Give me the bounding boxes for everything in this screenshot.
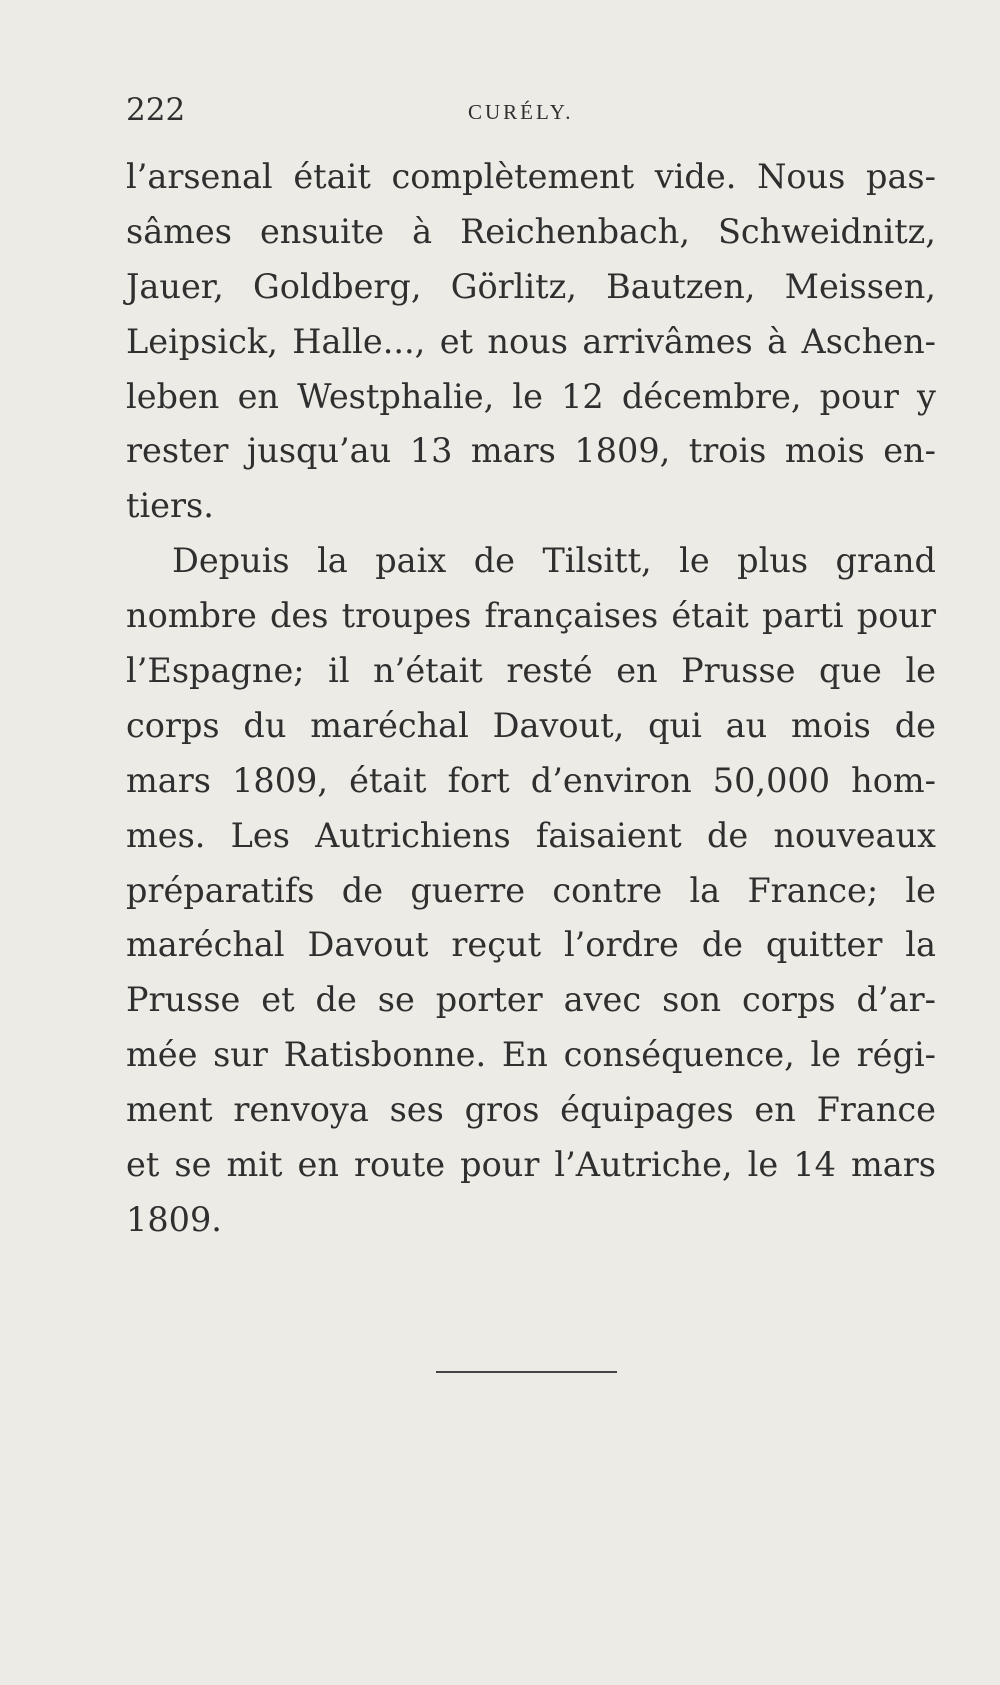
text-line: et se mit en route pour l’Autriche, le 14 mars	[126, 1145, 936, 1185]
text-line: sâmes ensuite à Reichenbach, Schweidnitz,	[126, 211, 936, 251]
text-line: l’arsenal était complètement vide. Nous pas-	[126, 157, 936, 196]
text-line: l’Espagne; il n’était resté en Prusse que le	[126, 651, 936, 691]
text-line: Prusse et de se porter avec son corps d’ar-	[126, 980, 936, 1020]
text-line: mée sur Ratisbonne. En conséquence, le régi-	[126, 1035, 936, 1075]
text-line: nombre des troupes françaises était parti pour	[126, 596, 936, 636]
page-number: 222	[126, 92, 186, 128]
text-line: ment renvoya ses gros équipages en France	[126, 1090, 936, 1130]
text-line: mars 1809, était fort d’environ 50,000 hom-	[126, 760, 936, 800]
text-line: 1809.	[126, 1199, 222, 1239]
text-line: tiers.	[126, 486, 214, 526]
text-line: préparatifs de guerre contre la France; le	[126, 870, 936, 910]
text-line: leben en Westphalie, le 12 décembre, pour y	[126, 376, 936, 416]
running-title: CURÉLY.	[468, 100, 574, 124]
running-head	[126, 92, 926, 132]
text-line: corps du maréchal Davout, qui au mois de	[126, 705, 936, 745]
text-line: Leipsick, Halle..., et nous arrivâmes à Aschen-	[126, 321, 936, 361]
text-line: Depuis la paix de Tilsitt, le plus grand	[172, 541, 936, 581]
text-line: Jauer, Goldberg, Görlitz, Bautzen, Meissen,	[126, 266, 936, 306]
section-end-rule	[436, 1371, 617, 1373]
body-text	[126, 150, 936, 1248]
text-line: maréchal Davout reçut l’ordre de quitter la	[126, 925, 936, 965]
text-line: rester jusqu’au 13 mars 1809, trois mois en-	[126, 431, 936, 471]
text-line: mes. Les Autrichiens faisaient de nouveaux	[126, 815, 936, 855]
